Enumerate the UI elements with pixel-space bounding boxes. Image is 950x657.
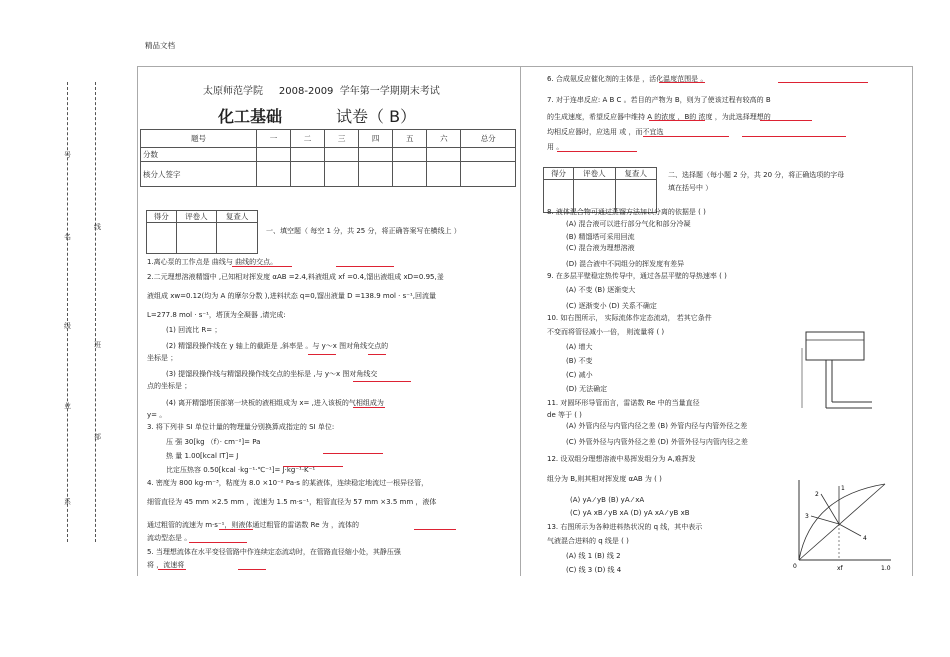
question-line: 用 。 xyxy=(547,143,564,151)
tank-outline xyxy=(806,332,864,360)
score-header: 三 xyxy=(325,130,359,148)
choice-line: 12. 设双组分理想溶液中易挥发组分为 A,难挥发 xyxy=(547,455,696,463)
answer-underline xyxy=(742,136,846,137)
page-border-left xyxy=(137,66,138,576)
choice-line: (C) yA xB ⁄ yB xA (D) yA xA ⁄ yB xB xyxy=(570,509,690,517)
origin-label: 0 xyxy=(793,563,797,570)
choice-line: (D) 混合液中不同组分的挥发度有差异 xyxy=(566,260,685,268)
choice-line: 13. 右图所示为各种进料热状况的 q 线，其中表示 xyxy=(547,523,703,531)
choice-line: (B) 不变 xyxy=(566,357,593,365)
answer-underline xyxy=(353,381,411,382)
answer-underline xyxy=(189,542,247,543)
grader-table xyxy=(146,210,258,254)
choice-line: (C) 线 3 (D) 线 4 xyxy=(566,566,622,574)
question-line: 6. 合成氨反应催化剂的主体是 ，活化温度范围是 。 xyxy=(547,75,708,83)
choice-line: (A) 不变 (B) 逐渐变大 xyxy=(566,286,636,294)
question-line: 将 ，流速将 xyxy=(147,561,185,569)
curve-label-3: 3 xyxy=(805,513,809,520)
choice-line: 气液混合进料的 q 线是 ( ) xyxy=(547,537,629,545)
score-header: 四 xyxy=(359,130,393,148)
answer-underline xyxy=(659,82,705,83)
watermark: 精品文档 xyxy=(145,41,175,50)
section2-title: 二、选择题（每小题 2 分，共 20 分，将正确选项的字母 xyxy=(668,171,845,179)
score-header: 题号 xyxy=(141,130,257,148)
answer-underline xyxy=(414,529,456,530)
question-line: 压 强 30[kg （f）· cm⁻²]= Pa xyxy=(166,438,261,446)
choice-line: (D) 无法确定 xyxy=(566,385,608,393)
answer-underline xyxy=(557,151,637,152)
answer-underline xyxy=(232,266,292,267)
grader-col: 复查人 xyxy=(615,168,656,180)
question-line: 的生成速度，希望反应器中维持 A 的浓度 ，B的 浓度 ，为此选择理想的 xyxy=(547,113,771,121)
gutter-xi: 系 xyxy=(64,498,71,506)
question-line: (4) 离开精馏塔顶部第一块板的液相组成为 x= ,进入该板的气相组成为 xyxy=(166,399,384,407)
answer-underline xyxy=(323,453,383,454)
choice-line: (A) 增大 xyxy=(566,343,593,351)
choice-line: de 等于 ( ) xyxy=(547,411,582,419)
xf-label: xf xyxy=(837,565,843,572)
answer-underline xyxy=(283,466,343,467)
question-line: 流动型态是 。 xyxy=(147,534,192,542)
page-border-right xyxy=(912,66,913,576)
question-line: 热 量 1.00[kcal IT]= J xyxy=(166,452,239,460)
diagonal-line xyxy=(799,484,885,560)
gutter-ming: 名 xyxy=(64,233,71,241)
exam-header xyxy=(203,82,440,97)
question-line: 坐标是 ； xyxy=(147,354,178,362)
curve-label-2: 2 xyxy=(815,491,819,498)
choice-line: (A) 线 1 (B) 线 2 xyxy=(566,552,621,560)
question-line: 均相反应器时，应选用 或 ，而不宜选 xyxy=(547,128,664,136)
question-line: 比定压热容 0.50[kcal ·kg⁻¹·℃⁻¹]= J·kg⁻¹·K⁻¹ xyxy=(166,466,316,474)
choice-line: 组分为 B,则其相对挥发度 αAB 为 ( ) xyxy=(547,475,662,483)
answer-underline xyxy=(353,407,385,408)
choice-line: (A) yA ⁄ yB (B) yA ⁄ xA xyxy=(570,496,645,504)
pipe-flow-diagram xyxy=(792,318,902,418)
score-table xyxy=(140,129,516,187)
gutter-ye: 业 xyxy=(64,402,71,410)
gutter-ji: 级 xyxy=(64,322,71,330)
question-line: L=277.8 mol · s⁻¹，塔顶为全凝器 ,请完成: xyxy=(147,311,286,319)
score-header: 六 xyxy=(427,130,461,148)
answer-underline xyxy=(308,354,336,355)
gutter-dash-right xyxy=(95,82,97,542)
section2-title-cont: 填在括号中 ） xyxy=(668,184,713,192)
question-line: 液组成 xw=0.12(均为 A 的摩尔分数 ),进料状态 q=0,馏出液量 D =138.9 mol · s⁻¹,回流量 xyxy=(147,292,436,300)
question-line: y= 。 xyxy=(147,411,167,419)
answer-underline xyxy=(368,354,386,355)
grader-col: 得分 xyxy=(147,211,177,223)
choice-line: 9. 在多层平壁稳定热传导中，通过各层平壁的导热速率 ( ) xyxy=(547,272,727,280)
exam-term: 学年第一学期期末考试 xyxy=(339,86,440,97)
question-line: (1) 回流比 R= ； xyxy=(166,326,222,334)
choice-line: 8. 液体混合物可通过蒸馏方法加以分离的依据是 ( ) xyxy=(547,208,706,216)
choice-line: (A) 混合液可以进行部分气化和部分冷凝 xyxy=(566,220,691,228)
question-line: 2.二元理想溶液精馏中 ,已知相对挥发度 αAB =2.4,料液组成 xf =0.4,馏出液组成 xD=0.95,釜 xyxy=(147,273,444,281)
score-row-label: 核分人签字 xyxy=(141,162,257,187)
answer-underline xyxy=(219,529,253,530)
answer-underline xyxy=(649,120,705,121)
choice-line: 不变而将管径减小一倍， 则流量将 ( ) xyxy=(547,328,665,336)
question-line: 5. 当理想流体在水平变径管路中作连续定态流动时，在管路直径缩小处，其静压强 xyxy=(147,548,401,556)
score-header: 五 xyxy=(393,130,427,148)
question-line: (2) 精馏段操作线在 y 轴上的截距是 ,斜率是 。与 y～x 图对角线交点的 xyxy=(166,342,389,350)
gutter-ban: 班 xyxy=(94,341,101,349)
question-line: (3) 提馏段操作线与精馏段操作线交点的坐标是 ,与 y～x 图对角线交 xyxy=(166,370,378,378)
choice-line: 11. 对圆环形导管而言，雷诺数 Re 中的当量直径 xyxy=(547,399,700,407)
question-line: 3. 将下列非 SI 单位计量的物理量分别换算成指定的 SI 单位: xyxy=(147,423,335,431)
q-line-4 xyxy=(839,524,861,536)
curve-label-1: 1 xyxy=(841,485,845,492)
answer-underline xyxy=(336,266,394,267)
choice-line: (C) 外管外径与内管外径之差 (D) 外管外径与内管内径之差 xyxy=(566,438,748,446)
score-header: 一 xyxy=(256,130,290,148)
school-year: 2008-2009 xyxy=(278,86,334,97)
choice-line: (C) 混合液为理想溶液 xyxy=(566,244,635,252)
answer-underline xyxy=(238,569,266,570)
question-line: 点的坐标是 ； xyxy=(147,382,192,390)
choice-line: (C) 减小 xyxy=(566,371,593,379)
q-line-diagram xyxy=(791,476,901,572)
column-divider xyxy=(520,66,521,576)
choice-line: 10. 如右图所示， 实际流体作定态流动， 若其它条件 xyxy=(547,314,712,322)
question-line: 7. 对于连串反应: A B C 。若目的产物为 B，则为了使该过程有较高的 B xyxy=(547,96,771,104)
gutter-xian: 线 xyxy=(94,223,101,231)
answer-underline xyxy=(760,120,812,121)
section1-title: 一、填空题（ 每空 1 分，共 25 分，将正确答案写在横线上 ） xyxy=(266,227,461,235)
x-end-label: 1.0 xyxy=(881,565,891,572)
paper-label: 试卷（ B） xyxy=(336,107,417,126)
choice-line: (C) 逐渐变小 (D) 关系不确定 xyxy=(566,302,657,310)
answer-underline xyxy=(158,569,186,570)
page-border-top xyxy=(137,66,913,67)
choice-line: (A) 外管内径与内管内径之差 (B) 外管内径与内管外径之差 xyxy=(566,422,748,430)
question-line: 4. 密度为 800 kg·m⁻³，粘度为 8.0 ×10⁻² Pa·s 的某液体，连续稳定地流过一根异径管， xyxy=(147,479,429,487)
grader-col: 评卷人 xyxy=(176,211,217,223)
grader-col: 评卷人 xyxy=(574,168,615,180)
grader-col: 复查人 xyxy=(217,211,258,223)
answer-underline xyxy=(643,136,729,137)
score-row-label: 分数 xyxy=(141,147,257,162)
question-line: 1.离心泵的工作点是 曲线与 曲线的交点。 xyxy=(147,258,278,266)
curve-label-4: 4 xyxy=(863,535,867,542)
gutter-hao: 号 xyxy=(64,151,71,159)
school-name: 太原师范学院 xyxy=(203,86,263,97)
score-header: 二 xyxy=(290,130,324,148)
score-header: 总分 xyxy=(461,130,516,148)
gutter-bu: 部 xyxy=(94,433,101,441)
answer-underline xyxy=(778,82,868,83)
choice-line: (B) 精馏塔可采用回流 xyxy=(566,233,635,241)
grader-col: 得分 xyxy=(544,168,574,180)
question-line: 通过粗管的流速为 m·s⁻¹，则液体通过粗管的雷诺数 Re 为 ，流体的 xyxy=(147,521,359,529)
course-title: 化工基础 xyxy=(218,107,283,126)
question-line: 细管直径为 45 mm ×2.5 mm ，流速为 1.5 m·s⁻¹，粗管直径为 57 mm ×3.5 mm ，液体 xyxy=(147,498,437,506)
